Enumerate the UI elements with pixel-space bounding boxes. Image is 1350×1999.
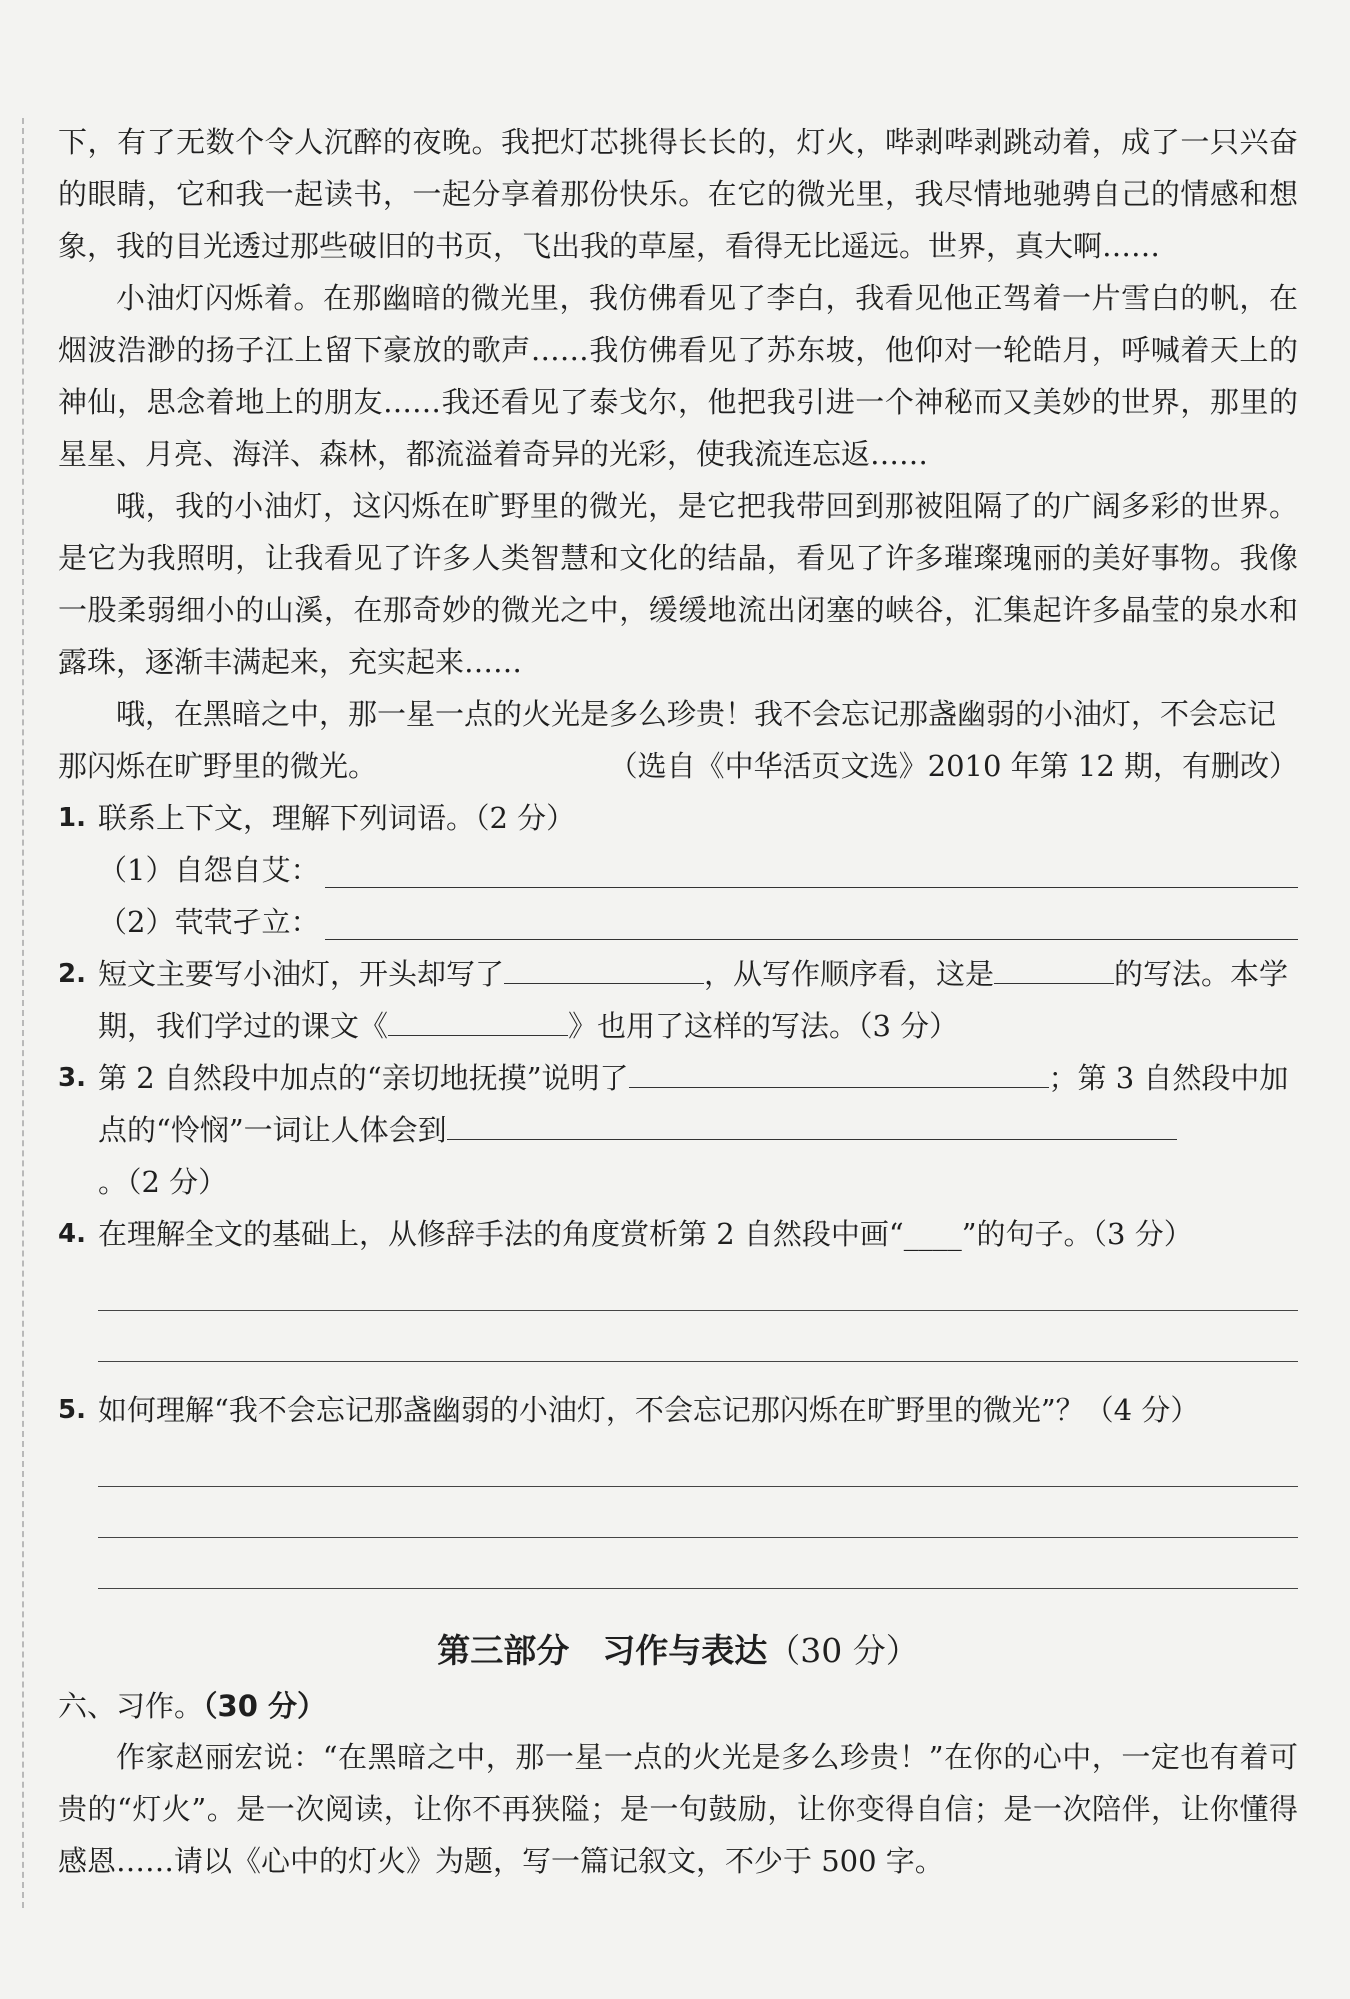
question-3-text-a: 第 2 自然段中加点的“亲切地抚摸”说明了 bbox=[98, 1061, 629, 1095]
answer-line-5-3[interactable] bbox=[98, 1538, 1298, 1589]
question-1-sub-2 bbox=[58, 896, 1298, 948]
question-2-number: 2. bbox=[58, 959, 86, 989]
source-citation: （选自《中华活页文选》2010 年第 12 期，有删改） bbox=[608, 749, 1298, 783]
passage-paragraph-3: 哦，我的小油灯，这闪烁在旷野里的微光，是它把我带回到那被阻隔了的广阔多彩的世界。是它为我照明，让我看见了许多人类智慧和文化的结晶，看见了许多璀璨瑰丽的美好事物。我像一股柔弱细小的山溪，在那奇妙的微光之中，缓缓地流出闭塞的峡谷，汇集起许多晶莹的泉水和露珠，逐渐丰满起来，充实起来…… bbox=[58, 489, 1298, 679]
question-1-sub-2-label: （2）茕茕孑立： bbox=[98, 905, 320, 939]
binding-margin-line bbox=[22, 118, 24, 1908]
section-6-score: （30 分） bbox=[203, 1689, 326, 1723]
passage-paragraph-4-end bbox=[58, 740, 1298, 792]
part-3-title-text: 第三部分 习作与表达 bbox=[437, 1631, 768, 1670]
question-3-number: 3. bbox=[58, 1063, 86, 1093]
question-4-number: 4. bbox=[58, 1219, 86, 1249]
answer-blank-2-1[interactable] bbox=[504, 955, 704, 984]
page-content bbox=[58, 116, 1298, 1887]
question-5-text: 如何理解“我不会忘记那盏幽弱的小油灯，不会忘记那闪烁在旷野里的微光”？（4 分） bbox=[98, 1393, 1200, 1427]
question-3-body bbox=[98, 1052, 1298, 1208]
answer-blank-3-1[interactable] bbox=[629, 1059, 1049, 1088]
answer-blank-2-2[interactable] bbox=[994, 955, 1114, 984]
question-5 bbox=[58, 1384, 1298, 1436]
question-1-sub-1-label: （1）自怨自艾： bbox=[98, 853, 320, 887]
passage-paragraph-1: 下，有了无数个令人沉醉的夜晚。我把灯芯挑得长长的，灯火，哔剥哔剥跳动着，成了一只兴奋的眼睛，它和我一起读书，一起分享着那份快乐。在它的微光里，我尽情地驰骋自己的情感和想象，我的目光透过那些破旧的书页，飞出我的草屋，看得无比遥远。世界，真大啊…… bbox=[58, 125, 1298, 263]
answer-blank-3-2[interactable] bbox=[447, 1111, 1177, 1140]
answer-blank-1-1[interactable] bbox=[325, 853, 1298, 888]
writing-prompt: 作家赵丽宏说：“在黑暗之中，那一星一点的火光是多么珍贵！”在你的心中，一定也有着可贵的“灯火”。是一次阅读，让你不再狭隘；是一句鼓励，让你变得自信；是一次陪伴，让你懂得感恩……请以《心中的灯火》为题，写一篇记叙文，不少于 500 字。 bbox=[58, 1740, 1298, 1878]
answer-line-4-1[interactable] bbox=[98, 1260, 1298, 1311]
answer-line-5-2[interactable] bbox=[98, 1487, 1298, 1538]
part-3-title bbox=[58, 1621, 1298, 1681]
question-5-number: 5. bbox=[58, 1395, 86, 1425]
section-6-label: 六、习作。 bbox=[58, 1689, 204, 1723]
answer-line-4-2[interactable] bbox=[98, 1311, 1298, 1362]
question-2-text-d: 》也用了这样的写法。（3 分） bbox=[568, 1009, 959, 1043]
question-4 bbox=[58, 1208, 1298, 1260]
question-1 bbox=[58, 792, 1298, 844]
question-3-text-c: 。（2 分） bbox=[98, 1165, 228, 1199]
question-2-body bbox=[98, 948, 1298, 1052]
question-4-text: 在理解全文的基础上，从修辞手法的角度赏析第 2 自然段中画“____”的句子。（3 分） bbox=[98, 1217, 1193, 1251]
question-3 bbox=[58, 1052, 1298, 1208]
question-2-text-c: 的写法。本学期，我们学过的课文《 bbox=[98, 957, 1289, 1043]
part-3-score: （30 分） bbox=[767, 1631, 919, 1670]
question-2-text-b: ，从写作顺序看，这是 bbox=[704, 957, 995, 991]
answer-line-5-1[interactable] bbox=[98, 1436, 1298, 1487]
answer-blank-1-2[interactable] bbox=[325, 905, 1298, 940]
question-1-text: 联系上下文，理解下列词语。（2 分） bbox=[98, 801, 576, 835]
question-1-number: 1. bbox=[58, 803, 86, 833]
section-6-heading bbox=[58, 1681, 1298, 1731]
passage-paragraph-4-tail: 那闪烁在旷野里的微光。 bbox=[58, 749, 378, 783]
question-1-sub-1 bbox=[58, 844, 1298, 896]
passage-paragraph-2: 小油灯闪烁着。在那幽暗的微光里，我仿佛看见了李白，我看见他正驾着一片雪白的帆，在烟波浩渺的扬子江上留下豪放的歌声……我仿佛看见了苏东坡，他仰对一轮皓月，呼喊着天上的神仙，思念着地上的朋友……我还看见了泰戈尔，他把我引进一个神秘而又美妙的世界，那里的星星、月亮、海洋、森林，都流溢着奇异的光彩，使我流连忘返…… bbox=[58, 281, 1298, 471]
passage-paragraph-4: 哦，在黑暗之中，那一星一点的火光是多么珍贵！我不会忘记那盏幽弱的小油灯，不会忘记 bbox=[116, 697, 1277, 731]
question-2-text-a: 短文主要写小油灯，开头却写了 bbox=[98, 957, 505, 991]
answer-blank-2-3[interactable] bbox=[388, 1007, 568, 1036]
question-3-text-b: ；第 3 自然段中加点的“怜悯”一词让人体会到 bbox=[98, 1061, 1289, 1147]
question-2 bbox=[58, 948, 1298, 1052]
